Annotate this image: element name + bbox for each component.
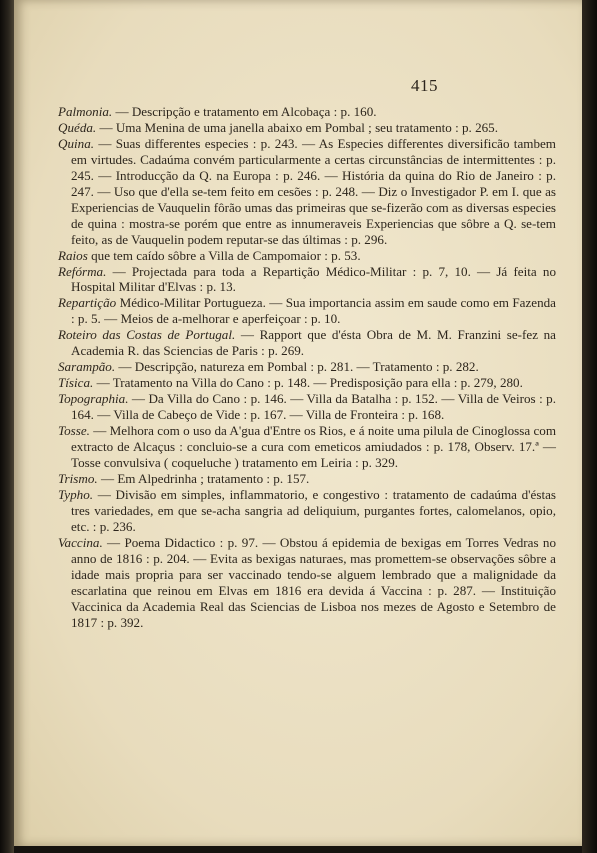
entry-headword: Raios (58, 247, 88, 263)
index-entry (58, 120, 556, 136)
entry-text: — Divisão em simples, inflammatorio, e congestivo : tratamento de cadaúma d'éstas tres variedades, em que se-acha sangria ad deliquium, purgantes fortes, calomelanos, opio, etc. : p. 236. (71, 486, 556, 534)
entry-text: — Descripção, natureza em Pombal : p. 281. — Tratamento : p. 282. (115, 359, 479, 375)
entry-headword: Roteiro das Costas de Portugal. (58, 327, 236, 343)
entry-text: — Em Alpedrinha ; tratamento : p. 157. (97, 470, 310, 486)
index-entry (58, 471, 556, 487)
entry-text: Médico-Militar Portugueza. — Sua importancia assim em saude como em Fazenda : p. 5. — Meios de a-melhorar e aperfeiçoar : p. 10. (71, 295, 556, 327)
entry-text: — Uma Menina de uma janella abaixo em Pombal ; seu tratamento : p. 265. (96, 119, 498, 135)
index-entry (58, 136, 556, 248)
entry-headword: Sarampão. (58, 359, 116, 375)
entry-headword: Vaccina. (58, 534, 103, 550)
index-entry (58, 104, 556, 120)
index-entry (58, 487, 556, 535)
page-sheet (14, 0, 582, 846)
index-entry (58, 423, 556, 471)
page-number: 415 (411, 76, 438, 95)
index-entry (58, 359, 556, 375)
index-entry (58, 391, 556, 423)
entry-headword: Trismo. (58, 470, 98, 486)
index-entry (58, 375, 556, 391)
entry-headword: Repartição (58, 295, 117, 311)
index-entries (58, 104, 556, 630)
entry-text: que tem caído sôbre a Villa de Campomaior : p. 53. (87, 247, 361, 263)
entry-headword: Typho. (58, 486, 94, 502)
index-entry (58, 327, 556, 359)
entry-text: — Poema Didactico : p. 97. — Obstou á epidemia de bexigas em Torres Vedras no anno de 1816 : p. 204. — Evita as bexigas naturaes, mas promettem-se observações sôbre a idade mais propria para ser vaccinado tendo-se alguem lembrado que a malignidade da escarlatina que reinou em Elvas em 1816 era devida á Vaccina : p. 287. — Instituição Vaccinica da Academia Real das Sciencias de Lisboa nos mezes de Agosto e Setembro de 1817 : p. 392. (71, 534, 556, 630)
entry-text: — Suas differentes especies : p. 243. — As Especies differentes diversificão tambem em virtudes. Cadaúma convém particularmente a certas circunstâncias de intermittentes : p. 245. — Introducção da Q. na Europa : p. 246. — História da quina do Rio de Janeiro : p. 247. — Uso que d'ella se-tem feito em cesões : p. 248. — Diz o Investigador P. em I. que as Experiencias de Vauquelin fôrão umas das primeiras que se-fizerão com as diversas especies de quina : mostra-se porém que entre as innumeraveis Experiencias que sôbre a Q. se-tem feito, as de Vauquelin podem reputar-se das últimas : p. 296. (71, 135, 556, 247)
entry-headword: Quina. (58, 135, 95, 151)
entry-headword: Tosse. (58, 423, 90, 439)
entry-headword: Topographia. (58, 391, 129, 407)
index-entry (58, 248, 556, 264)
entry-text: — Descripção e tratamento em Alcobaça : p. 160. (112, 104, 377, 119)
entry-text: — Da Villa do Cano : p. 146. — Villa da Batalha : p. 152. — Villa de Veiros : p. 164. — Villa de Cabeço de Vide : p. 167. — Villa de Fronteira : p. 168. (71, 391, 556, 423)
entry-text: — Rapport que d'ésta Obra de M. M. Franzini se-fez na Academia R. das Sciencias de Paris : p. 269. (71, 327, 556, 359)
entry-text: — Melhora com o uso da A'gua d'Entre os Rios, e á noite uma pilula de Cinoglossa com extracto de Alcaçus : concluio-se a cura com emeticos amiudados : p. 178, Observ. 17.ª — Tosse convulsiva ( coqueluche ) tratamento em Leiria : p. 329. (71, 423, 556, 470)
index-entry (58, 264, 556, 296)
entry-headword: Refórma. (58, 263, 107, 279)
index-entry (58, 295, 556, 327)
index-entry (58, 535, 556, 631)
entry-headword: Quéda. (58, 119, 97, 135)
entry-headword: Tísica. (58, 375, 94, 391)
entry-text: — Tratamento na Villa do Cano : p. 148. — Predisposição para ella : p. 279, 280. (93, 375, 523, 391)
scan-right-edge (582, 0, 597, 853)
entry-text: — Projectada para toda a Repartição Médico-Militar : p. 7, 10. — Já feita no Hospital Militar d'Elvas : p. 13. (71, 263, 556, 295)
book-binding-edge (0, 0, 14, 853)
entry-headword: Palmonia. (58, 104, 113, 119)
